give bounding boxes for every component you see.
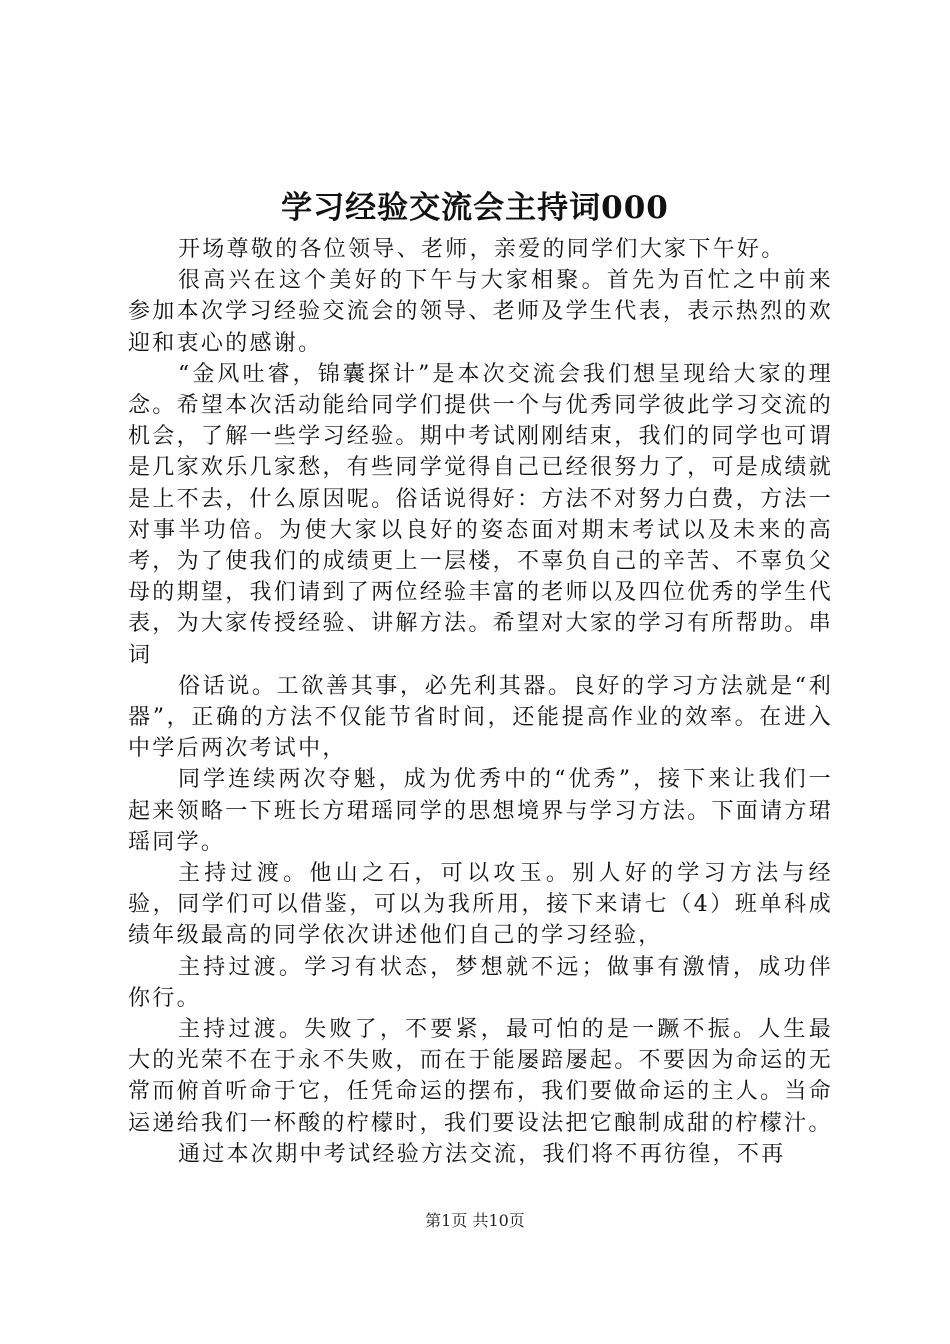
paragraph-welcome: 很高兴在这个美好的下午与大家相聚。首先为百忙之中前来参加本次学习经验交流会的领导、老师及学生代表，表示热烈的欢迎和衷心的感谢。 [128,268,833,356]
paragraph-student-intro: 同学连续两次夺魁，成为优秀中的“优秀”，接下来让我们一起来领略一下班长方珺瑶同学的思想境界与学习方法。下面请方珺瑶同学。 [128,767,833,855]
document-body [128,234,833,1170]
paragraph-transition-3: 主持过渡。失败了，不要紧，最可怕的是一蹶不振。人生最大的光荣不在于永不失败，而在于能屡踣屡起。不要因为命运的无常而俯首听命于它，任凭命运的摆布，我们要做命运的主人。当命运递给我们一杯酸的柠檬时，我们要设法把它酿制成甜的柠檬汁。 [128,1017,833,1136]
paragraph-closing: 通过本次期中考试经验方法交流，我们将不再彷徨，不再 [178,1141,786,1167]
paragraph-transition-2: 主持过渡。学习有状态，梦想就不远；做事有激情，成功伴你行。 [128,954,833,1011]
paragraph-theme: “金风吐睿，锦囊探计”是本次交流会我们想呈现给大家的理念。希望本次活动能给同学们提供一个与优秀同学彼此学习交流的机会，了解一些学习经验。期中考试刚刚结束，我们的同学也可谓是几家欢乐几家愁，有些同学觉得自己已经很努力了，可是成绩就是上不去，什么原因呢。俗话说得好：方法不对努力白费，方法一对事半功倍。为使大家以良好的姿态面对期末考试以及未来的高考，为了使我们的成绩更上一层楼，不辜负自己的辛苦、不辜负父母的期望，我们请到了两位经验丰富的老师以及四位优秀的学生代表，为大家传授经验、讲解方法。希望对大家的学习有所帮助。串词 [128,361,833,668]
paragraph-opening: 开场尊敬的各位领导、老师，亲爱的同学们大家下午好。 [178,237,786,262]
paragraph-method: 俗话说。工欲善其事，必先利其器。良好的学习方法就是“利器”，正确的方法不仅能节省时间，还能提高作业的效率。在进入中学后两次考试中， [128,673,833,762]
page-number-footer: 第1页 共10页 [425,1211,525,1230]
document-title: 学习经验交流会主持词000 [281,190,669,226]
paragraph-transition-1: 主持过渡。他山之石，可以攻玉。别人好的学习方法与经验，同学们可以借鉴，可以为我所用，接下来请七（4）班单科成绩年级最高的同学依次讲述他们自己的学习经验， [128,861,833,949]
